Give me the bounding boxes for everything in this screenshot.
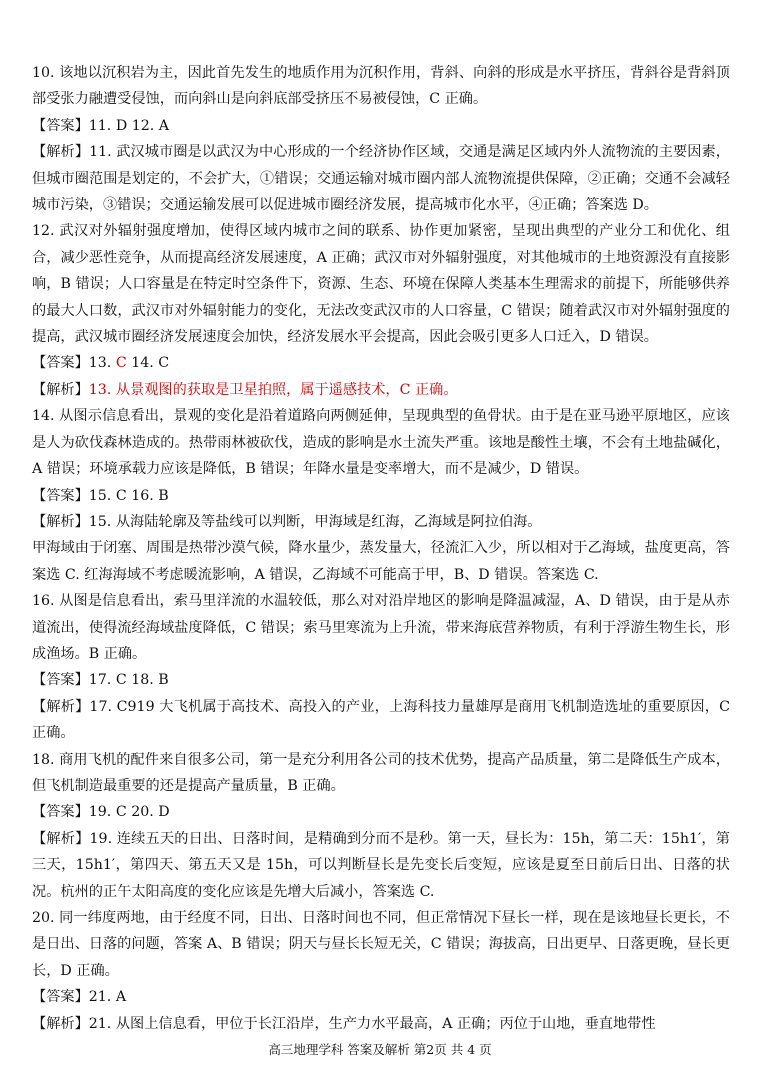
answer-15-16: 【答案】15. C 16. B [32, 487, 169, 504]
answer-13-14 [32, 350, 730, 376]
analysis-13 [32, 377, 730, 403]
answer-13-prefix: 【答案】13. [32, 355, 116, 372]
answer-14: 14. C [126, 355, 170, 372]
answer-content [32, 60, 730, 1037]
analysis-15-body: 甲海域由于闭塞、周围是热带沙漠气候，降水量少，蒸发量大，径流汇入少，所以相对于乙海域，盐度更高，答案选 C. 红海海域不考虑暖流影响，A 错误，乙海域不可能高于甲，B、D 错误。答案选 C. [32, 540, 730, 583]
analysis-19: 【解析】19. 连续五天的日出、日落时间，是精确到分而不是秒。第一天，昼长为：15h，第二天：15h1′，第三天，15h1′，第四天、第五天又是 15h，可以判断昼长是先变长后变短，应该是夏至日前后日出、日落的状况。杭州的正午太阳高度的变化应该是先增大后减小，答案选 C. [32, 830, 730, 900]
analysis-13-highlight: 13. 从景观图的获取是卫星拍照，属于遥感技术，C 正确。 [88, 381, 458, 398]
answer-19-20: 【答案】19. C 20. D [32, 804, 170, 821]
analysis-12: 12. 武汉对外辐射强度增加，使得区域内城市之间的联系、协作更加紧密，呈现出典型的产业分工和优化、组合，减少恶性竞争，从而提高经济发展速度，A 正确；武汉市对外辐射强度，对其他城市的土地资源没有直接影响，B 错误；人口容量是在特定时空条件下，资源、生态、环境在保障人类基本生理需求的前提下，所能够供养的最大人口数，武汉市对外辐射能力的变化，无法改变武汉市的人口容量，C 错误；随着武汉市对外辐射强度的提高，武汉城市圈经济发展速度会加快，经济发展水平会提高，因此会吸引更多人口迁入，D 错误。 [32, 223, 730, 346]
answer-17-18: 【答案】17. C 18. B [32, 672, 169, 689]
para-10: 10. 该地以沉积岩为主，因此首先发生的地质作用为沉积作用，背斜、向斜的形成是水平挤压，背斜谷是背斜顶部受张力融遭受侵蚀，而向斜山是向斜底部受挤压不易被侵蚀，C 正确。 [32, 65, 730, 108]
analysis-11: 【解析】11. 武汉城市圈是以武汉为中心形成的一个经济协作区域，交通是满足区域内外人流物流的主要因素，但城市圈范围是划定的，不会扩大，①错误；交通运输对城市圈内部人流物流提供保障，②正确；交通不会减轻城市污染，③错误；交通运输发展可以促进城市圈经济发展，提高城市化水平，④正确；答案选 D。 [32, 144, 730, 214]
analysis-16: 16. 从图是信息看出，索马里洋流的水温较低，那么对对沿岸地区的影响是降温减湿，A、D 错误，由于是从赤道流出，使得流经海域盐度降低，C 错误；索马里寒流为上升流，带来海底营养物质，有利于浮游生物生长，形成渔场。B 正确。 [32, 593, 730, 662]
analysis-13-prefix: 【解析】 [32, 381, 89, 398]
analysis-21: 【解析】21. 从图上信息看，甲位于长江沿岸，生产力水平最高，A 正确；丙位于山地，垂直地带性 [32, 1015, 656, 1032]
analysis-15-intro: 【解析】15. 从海陆轮廓及等盐线可以判断，甲海域是红海，乙海域是阿拉伯海。 [32, 513, 542, 530]
analysis-20: 20. 同一纬度两地，由于经度不同，日出、日落时间也不同，但正常情况下昼长一样，现在是该地昼长更长，不是日出、日落的问题，答案 A、B 错误；阴天与昼长长短无关，C 错误；海拔高，日出更早、日落更晚，昼长更长，D 正确。 [32, 910, 730, 979]
analysis-14: 14. 从图示信息看出，景观的变化是沿着道路向两侧延伸，呈现典型的鱼骨状。由于是在亚马逊平原地区，应该是人为砍伐森林造成的。热带雨林被砍伐，造成的影响是水土流失严重。该地是酸性土壤，不会有土地盐碱化，A 错误；环境承载力应该是降低，B 错误；年降水量是变率增大，而不是减少，D 错误。 [32, 408, 730, 478]
answer-11-12: 【答案】11. D 12. A [32, 117, 170, 134]
analysis-17: 【解析】17. C919 大飞机属于高技术、高投入的产业，上海科技力量雄厚是商用飞机制造选址的重要原因，C 正确。 [32, 698, 730, 742]
analysis-18: 18. 商用飞机的配件来自很多公司，第一是充分利用各公司的技术优势，提高产品质量，第二是降低生产成本，但飞机制造最重要的还是提高产量质量，B 正确。 [32, 751, 730, 794]
answer-21: 【答案】21. A [32, 989, 127, 1006]
answer-13-highlight: C [115, 355, 127, 372]
page-footer: 高三地理学科 答案及解析 第2页 共 4 页 [268, 1042, 492, 1057]
